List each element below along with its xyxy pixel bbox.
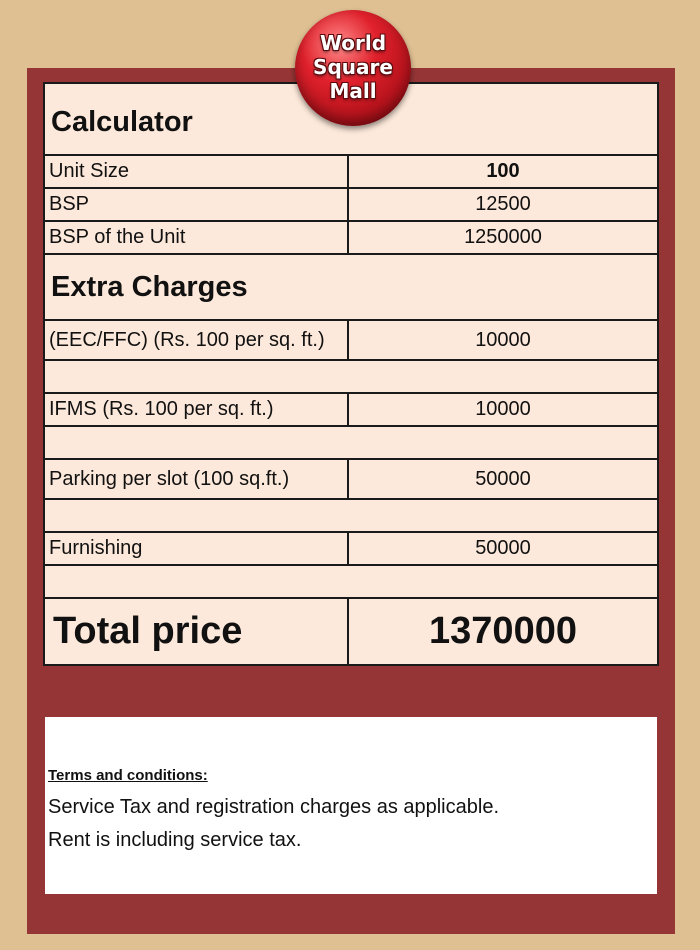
extra-charges-heading-row	[44, 254, 658, 320]
table-row	[44, 221, 658, 254]
spacer-row	[44, 426, 658, 459]
bsp-of-unit-label: BSP of the Unit	[44, 221, 348, 254]
total-row	[44, 598, 658, 665]
terms-line-rent: Rent is including service tax.	[48, 829, 302, 851]
furnishing-value: 50000	[348, 532, 658, 565]
ifms-value: 10000	[348, 393, 658, 426]
table-row	[44, 155, 658, 188]
furnishing-label: Furnishing	[44, 532, 348, 565]
parking-label: Parking per slot (100 sq.ft.)	[44, 459, 348, 499]
logo-text-mall: Mall	[329, 79, 377, 103]
spacer-row	[44, 360, 658, 393]
unit-size-value[interactable]: 100	[348, 155, 658, 188]
spacer-cell	[44, 565, 658, 598]
eec-ffc-label: (EEC/FFC) (Rs. 100 per sq. ft.)	[44, 320, 348, 360]
calculator-heading: Calculator	[44, 83, 658, 155]
extra-charges-heading: Extra Charges	[44, 254, 658, 320]
eec-ffc-value: 10000	[348, 320, 658, 360]
bsp-label: BSP	[44, 188, 348, 221]
spacer-cell	[44, 499, 658, 532]
bsp-value[interactable]: 12500	[348, 188, 658, 221]
total-price-label: Total price	[44, 598, 348, 665]
terms-title: Terms and conditions:	[48, 767, 208, 784]
spacer-row	[44, 499, 658, 532]
unit-size-label: Unit Size	[44, 155, 348, 188]
spacer-row	[44, 565, 658, 598]
logo-text-square: Square	[313, 55, 393, 79]
spacer-cell	[44, 360, 658, 393]
spacer-cell	[44, 426, 658, 459]
world-square-mall-logo	[295, 10, 411, 126]
table-row	[44, 393, 658, 426]
terms-line-service-tax: Service Tax and registration charges as applicable.	[48, 796, 499, 818]
table-row	[44, 320, 658, 360]
price-calculator-table	[43, 82, 659, 666]
table-row	[44, 532, 658, 565]
total-price-value: 1370000	[348, 598, 658, 665]
logo-text-world: World	[319, 31, 387, 55]
parking-value: 50000	[348, 459, 658, 499]
bsp-of-unit-value: 1250000	[348, 221, 658, 254]
terms-box	[45, 717, 657, 894]
table-row	[44, 188, 658, 221]
ifms-label: IFMS (Rs. 100 per sq. ft.)	[44, 393, 348, 426]
table-row	[44, 459, 658, 499]
